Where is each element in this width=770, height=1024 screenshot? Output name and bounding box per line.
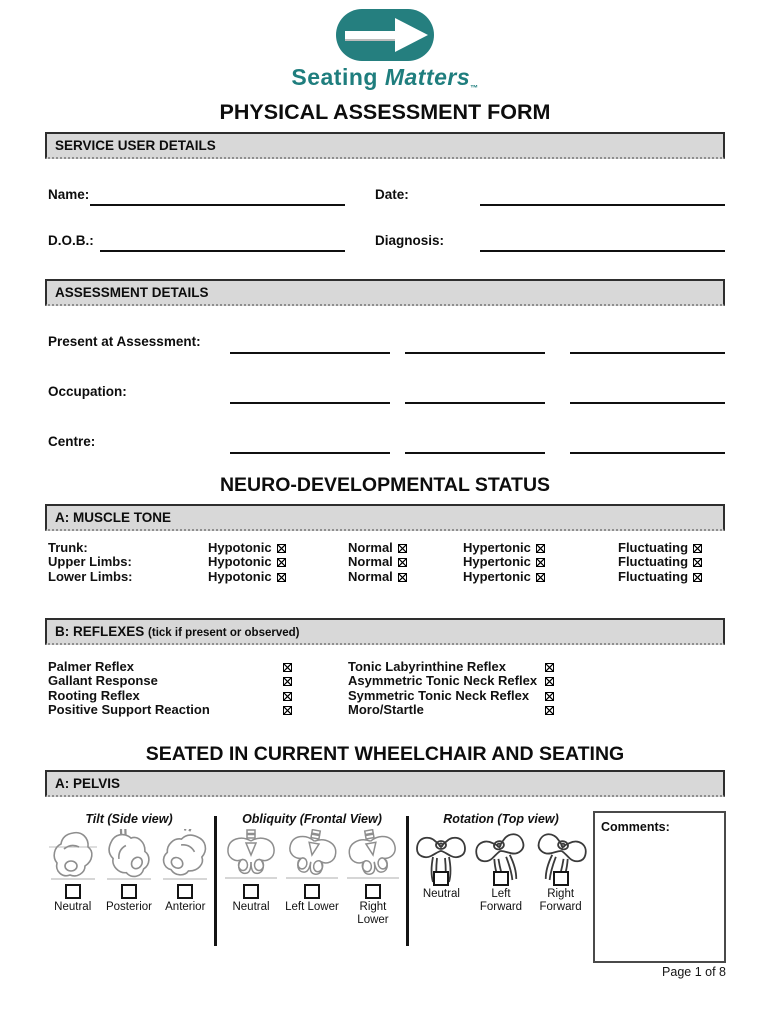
section-header-service-user-details	[45, 132, 725, 159]
section-header-label: SERVICE USER DETAILS	[55, 138, 216, 153]
obliquity-left-lower-label: Left Lower	[285, 901, 339, 913]
option-label: Normal	[348, 568, 393, 584]
obliquity-left-lower-checkbox[interactable]	[304, 884, 320, 899]
checkbox-icon[interactable]	[277, 558, 286, 567]
occupation-field-2[interactable]	[405, 388, 545, 404]
section-header-note: (tick if present or observed)	[148, 627, 300, 639]
checkbox-icon[interactable]	[398, 544, 407, 553]
seated-title: SEATED IN CURRENT WHEELCHAIR AND SEATING	[145, 743, 625, 765]
tilt-posterior-label: Posterior	[105, 901, 153, 913]
section-header-label: B: REFLEXES	[55, 624, 145, 639]
neuro-title: NEURO-DEVELOPMENTAL STATUS	[219, 474, 551, 496]
reflex-label: Rooting Reflex	[48, 687, 140, 703]
page-number: Page 1 of 8	[662, 965, 726, 979]
pelvis-tilt-title: Tilt (Side view)	[85, 812, 173, 826]
checkbox-icon[interactable]	[277, 573, 286, 582]
reflex-label: Asymmetric Tonic Neck Reflex	[348, 673, 538, 689]
option-label: Fluctuating	[618, 540, 689, 555]
comments-box[interactable]	[593, 811, 726, 963]
date-label: Date:	[375, 187, 409, 202]
occupation-field-3[interactable]	[570, 388, 725, 404]
present-field-2[interactable]	[405, 338, 545, 354]
checkbox-icon[interactable]	[536, 558, 545, 567]
pelvis-obliquity-left-lower-image	[284, 829, 340, 881]
brand-matters: Matters	[384, 64, 471, 90]
checkbox-icon[interactable]	[283, 692, 292, 701]
checkbox-icon[interactable]	[277, 544, 286, 553]
trademark-mark: ™	[470, 83, 479, 93]
reflex-row	[48, 703, 723, 717]
pelvis-obliquity-neutral-image	[223, 829, 279, 881]
pelvis-obliquity-right-lower-image	[345, 829, 401, 881]
obliquity-right-lower-checkbox[interactable]	[365, 884, 381, 899]
muscle-tone-table	[48, 541, 723, 584]
right-arrow-icon	[335, 8, 435, 62]
diagnosis-field[interactable]	[480, 236, 725, 252]
date-field[interactable]	[480, 190, 725, 206]
pelvis-tilt-group	[45, 812, 213, 914]
present-field-3[interactable]	[570, 338, 725, 354]
seating-matters-logo	[0, 8, 770, 67]
tilt-posterior-checkbox[interactable]	[121, 884, 137, 899]
diagnosis-label: Diagnosis:	[375, 233, 445, 248]
occupation-label: Occupation:	[48, 384, 127, 399]
group-divider	[214, 816, 217, 946]
checkbox-icon[interactable]	[283, 663, 292, 672]
section-header-label: ASSESSMENT DETAILS	[55, 285, 209, 300]
rotation-right-forward-checkbox[interactable]	[553, 871, 569, 886]
option-label: Hypertonic	[463, 554, 531, 570]
reflex-label: Symmetric Tonic Neck Reflex	[348, 687, 530, 703]
tilt-anterior-checkbox[interactable]	[177, 884, 193, 899]
reflex-row	[48, 660, 723, 674]
rotation-left-forward-checkbox[interactable]	[493, 871, 509, 886]
checkbox-icon[interactable]	[693, 544, 702, 553]
checkbox-icon[interactable]	[693, 558, 702, 567]
option-label: Hypertonic	[463, 540, 531, 555]
reflex-label: Tonic Labyrinthine Reflex	[348, 659, 506, 674]
present-field-1[interactable]	[230, 338, 390, 354]
pelvis-rotation-group	[412, 812, 590, 914]
checkbox-icon[interactable]	[536, 544, 545, 553]
row-label: Lower Limbs:	[48, 568, 133, 584]
muscle-tone-row-lower-limbs	[48, 570, 723, 584]
centre-field-3[interactable]	[570, 438, 725, 454]
checkbox-icon[interactable]	[398, 558, 407, 567]
option-label: Hypotonic	[208, 554, 272, 570]
section-header-label: A: PELVIS	[55, 776, 121, 791]
section-header-assessment-details	[45, 279, 725, 306]
centre-field-1[interactable]	[230, 438, 390, 454]
checkbox-icon[interactable]	[545, 692, 554, 701]
option-label: Fluctuating	[618, 568, 689, 584]
pelvis-tilt-neutral-image	[49, 829, 97, 881]
comments-label: Comments:	[601, 820, 670, 834]
obliquity-neutral-checkbox[interactable]	[243, 884, 259, 899]
row-label: Trunk:	[48, 540, 88, 555]
reflex-row	[48, 689, 723, 703]
row-label: Upper Limbs:	[48, 554, 132, 570]
section-header-pelvis	[45, 770, 725, 797]
pelvis-obliquity-group	[221, 812, 403, 927]
reflex-label: Moro/Startle	[348, 701, 424, 717]
option-label: Hypotonic	[208, 540, 272, 555]
muscle-tone-row-trunk	[48, 541, 723, 555]
reflexes-table	[48, 660, 723, 717]
checkbox-icon[interactable]	[545, 663, 554, 672]
group-divider	[406, 816, 409, 946]
section-header-reflexes	[45, 618, 725, 645]
brand-seating: Seating	[291, 64, 378, 90]
rotation-neutral-label: Neutral	[422, 888, 460, 900]
brand-name	[0, 64, 770, 93]
centre-label: Centre:	[48, 434, 96, 449]
option-label: Hypertonic	[463, 568, 531, 584]
rotation-neutral-checkbox[interactable]	[433, 871, 449, 886]
section-header-muscle-tone	[45, 504, 725, 531]
occupation-field-1[interactable]	[230, 388, 390, 404]
reflex-row	[48, 674, 723, 688]
checkbox-icon[interactable]	[283, 677, 292, 686]
option-label: Hypotonic	[208, 568, 272, 584]
reflex-label: Gallant Response	[48, 673, 158, 689]
name-label: Name:	[48, 187, 90, 202]
obliquity-right-lower-label: Right Lower	[357, 901, 389, 927]
section-header-label: A: MUSCLE TONE	[55, 510, 172, 525]
option-label: Normal	[348, 540, 393, 555]
rotation-right-forward-label: Right Forward	[539, 888, 582, 914]
checkbox-icon[interactable]	[536, 573, 545, 582]
checkbox-icon[interactable]	[283, 706, 292, 715]
page-title: PHYSICAL ASSESSMENT FORM	[219, 100, 551, 124]
pelvis-obliquity-title: Obliquity (Frontal View)	[242, 812, 382, 826]
option-label: Normal	[348, 554, 393, 570]
checkbox-icon[interactable]	[545, 706, 554, 715]
name-field[interactable]	[90, 190, 345, 206]
dob-label: D.O.B.:	[48, 233, 94, 248]
option-label: Fluctuating	[618, 554, 689, 570]
centre-field-2[interactable]	[405, 438, 545, 454]
pelvis-rotation-title: Rotation (Top view)	[443, 812, 559, 826]
tilt-anterior-label: Anterior	[165, 901, 206, 913]
present-at-assessment-label: Present at Assessment:	[48, 334, 201, 349]
checkbox-icon[interactable]	[693, 573, 702, 582]
reflex-label: Positive Support Reaction	[48, 701, 210, 717]
dob-field[interactable]	[100, 236, 345, 252]
reflex-label: Palmer Reflex	[48, 659, 134, 674]
checkbox-icon[interactable]	[545, 677, 554, 686]
checkbox-icon[interactable]	[398, 573, 407, 582]
tilt-neutral-checkbox[interactable]	[65, 884, 81, 899]
rotation-left-forward-label: Left Forward	[479, 888, 523, 914]
tilt-neutral-label: Neutral	[54, 901, 92, 913]
pelvis-tilt-posterior-image	[105, 829, 153, 881]
muscle-tone-row-upper-limbs	[48, 555, 723, 569]
obliquity-neutral-label: Neutral	[232, 901, 270, 913]
pelvis-tilt-anterior-image	[161, 829, 209, 881]
